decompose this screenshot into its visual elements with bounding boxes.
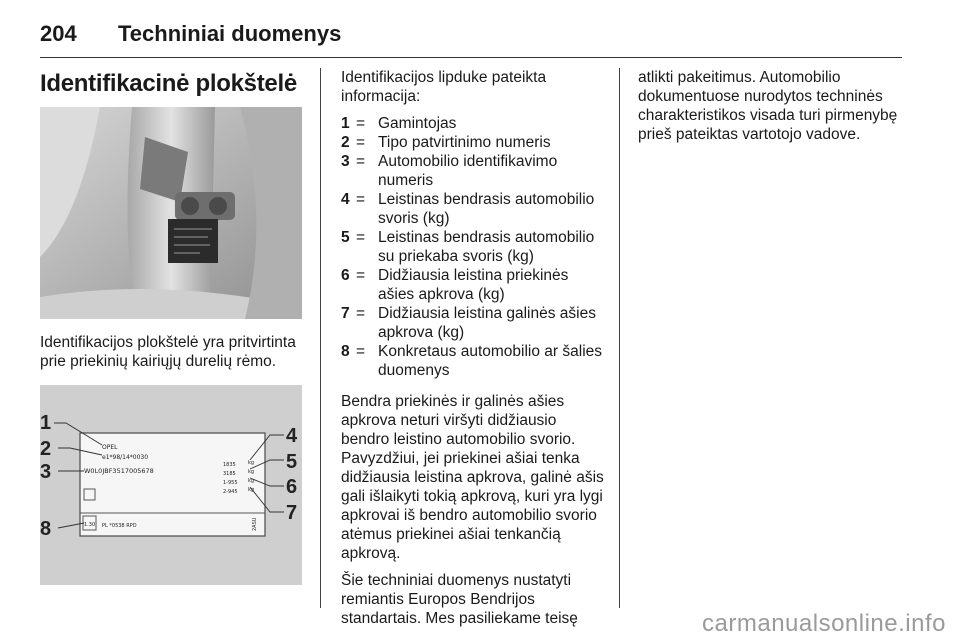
page-number: 204 — [40, 21, 77, 46]
plate-bottom-text: PL *0538 RPD — [102, 523, 137, 529]
callout-6: 6 — [286, 476, 298, 498]
plate-unit-4: kg — [248, 487, 255, 493]
list-item-equals: = — [356, 134, 366, 151]
callout-8: 8 — [40, 518, 52, 540]
callout-1: 1 — [40, 412, 52, 434]
list-item — [341, 304, 607, 342]
header-divider — [40, 57, 902, 58]
id-plate-illustration — [40, 385, 302, 585]
list-item-equals: = — [356, 229, 366, 246]
callout-5: 5 — [286, 451, 298, 473]
list-item-text: Automobilio identifikavimo numeris — [378, 153, 558, 189]
plate-unit-2: kg — [248, 469, 255, 475]
list-item-equals: = — [356, 153, 366, 170]
list-item — [341, 228, 607, 266]
watermark: carmanualsonline.info — [702, 610, 946, 637]
list-item — [341, 133, 607, 152]
plate-weight-4: 2-945 — [223, 489, 238, 495]
list-item-text: Leistinas bendrasis automobilio su priekaba svoris (kg) — [378, 229, 595, 265]
list-item-equals: = — [356, 191, 366, 208]
list-item-equals: = — [356, 305, 366, 322]
plate-weight-2: 3185 — [223, 471, 236, 477]
column-1 — [40, 68, 302, 585]
page-header — [40, 18, 341, 50]
column-3 — [638, 68, 902, 152]
plate-line-1: OPEL — [102, 444, 118, 451]
axle-load-paragraph: Bendra priekinės ir galinės ašies apkrova neturi viršyti didžiausio bendro leistino automobilio svorio. Pavyzdžiui, jei priekinei ašiai tenka didžiausia leistina apkrova, galinė ašis gali išlaikyti tokią apkrovą, kuri yra lygi apkrovai iš bendro automobilio svorio atėmus priekinei ašiai tenkančią apkrovą. — [341, 393, 604, 562]
section-title: Identifikacinė plokštelė — [40, 70, 297, 97]
plate-info-list — [341, 114, 607, 380]
list-item-text: Tipo patvirtinimo numeris — [378, 134, 551, 151]
id-plate-diagram — [40, 385, 302, 585]
list-item — [341, 114, 607, 133]
photo-caption: Identifikacijos plokštelė yra pritvirtinta prie priekinių kairiųjų durelių rėmo. — [40, 334, 296, 370]
plate-unit-1: kg — [248, 460, 255, 466]
list-item — [341, 152, 607, 190]
plate-line-3: W0L0JBF3517005678 — [84, 467, 154, 475]
callout-7: 7 — [286, 502, 298, 524]
plate-side-text: 2ASU — [252, 517, 258, 531]
standards-paragraph: Šie techniniai duomenys nustatyti remiantis Europos Bendrijos standartais. Mes pasiliekame teisę — [341, 572, 578, 627]
list-item-text: Gamintojas — [378, 115, 457, 132]
continuation-paragraph: atlikti pakeitimus. Automobilio dokumentuose nurodytos techninės charakteristikos visada turi pirmenybę prieš pateiktas vartotojo vadove. — [638, 69, 898, 143]
list-item-equals: = — [356, 343, 366, 360]
list-intro: Identifikacijos lipduke pateikta informacija: — [341, 69, 547, 105]
plate-weight-1: 1835 — [223, 462, 236, 468]
list-item — [341, 190, 607, 228]
callout-4: 4 — [286, 425, 298, 447]
list-item-text: Didžiausia leistina galinės ašies apkrova (kg) — [378, 305, 596, 341]
plate-weight-3: 1-955 — [223, 480, 238, 486]
column-divider-1 — [320, 68, 321, 608]
list-item-text: Konkretaus automobilio ar šalies duomenys — [378, 343, 603, 379]
plate-box-label: 1.30 — [84, 522, 96, 528]
list-item — [341, 266, 607, 304]
door-frame-photo — [40, 107, 302, 319]
list-item-number: 1 — [341, 115, 350, 132]
callout-2: 2 — [40, 438, 52, 460]
plate-line-2: e1*98/14*0030 — [102, 454, 149, 461]
list-item-number: 5 — [341, 229, 350, 246]
list-item-number: 8 — [341, 343, 350, 360]
list-item-equals: = — [356, 267, 366, 284]
column-divider-2 — [619, 68, 620, 608]
chapter-title: Techniniai duomenys — [118, 21, 342, 46]
list-item-number: 6 — [341, 267, 350, 284]
list-item-number: 2 — [341, 134, 350, 151]
callout-3: 3 — [40, 461, 52, 483]
plate-unit-3: kg — [248, 478, 255, 484]
list-item-number: 4 — [341, 191, 350, 208]
list-item-text: Leistinas bendrasis automobilio svoris (kg) — [378, 191, 595, 227]
list-item — [341, 342, 607, 380]
column-2 — [341, 68, 607, 636]
door-frame-photo-illustration — [40, 107, 302, 319]
list-item-text: Didžiausia leistina priekinės ašies apkrova (kg) — [378, 267, 569, 303]
list-item-number: 3 — [341, 153, 350, 170]
list-item-number: 7 — [341, 305, 350, 322]
list-item-equals: = — [356, 115, 366, 132]
